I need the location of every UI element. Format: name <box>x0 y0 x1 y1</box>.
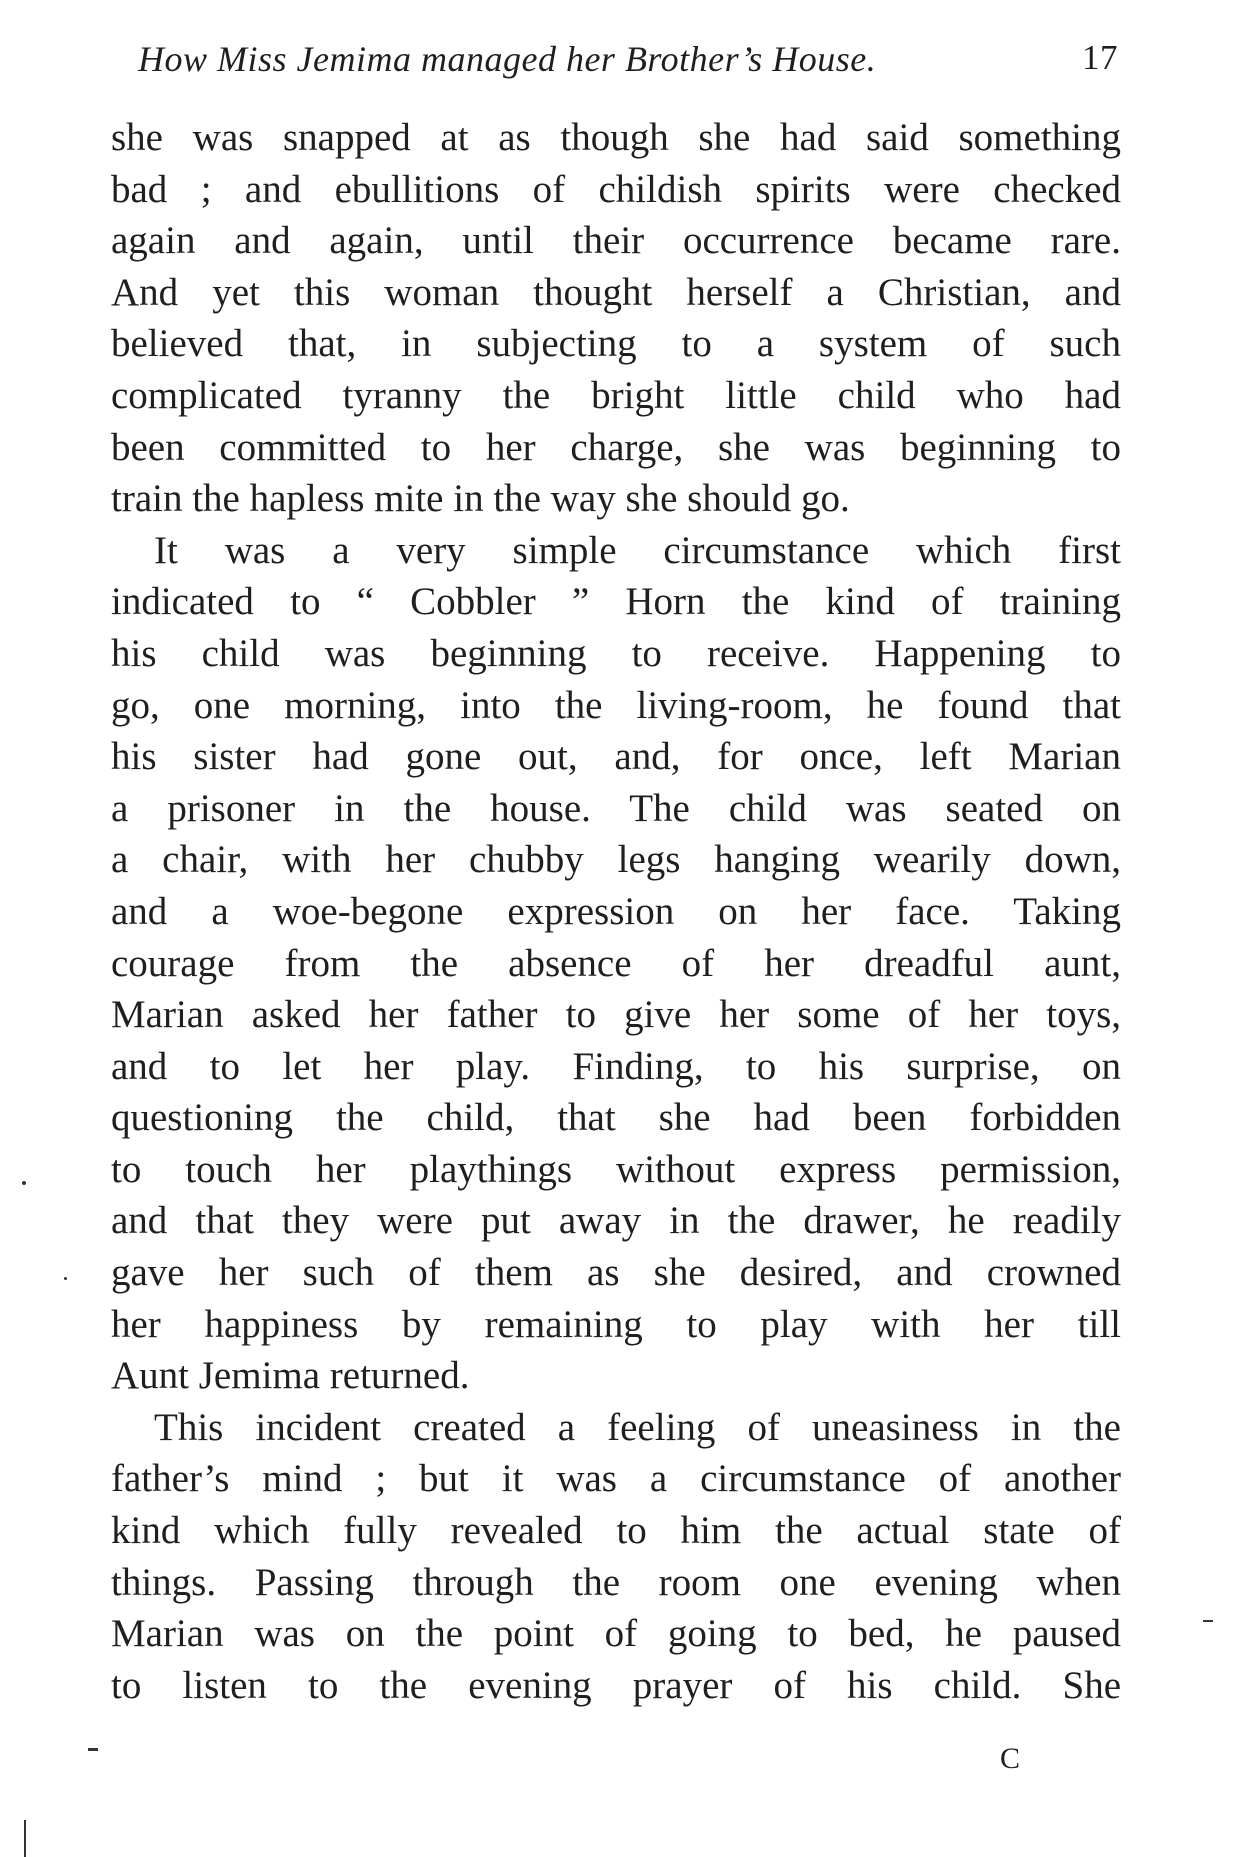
text-line: her happiness by remaining to play with her till <box>111 1302 1121 1346</box>
page-number: 17 <box>1082 38 1118 77</box>
text-line: train the hapless mite in the way she should go. <box>111 477 850 521</box>
text-line: courage from the absence of her dreadful aunt, <box>111 941 1121 985</box>
text-line: kind which fully revealed to him the actual state of <box>111 1509 1121 1553</box>
text-line: bad ; and ebullitions of childish spirits were checked <box>111 167 1121 211</box>
text-line: things. Passing through the room one evening when <box>111 1560 1121 1604</box>
signature-mark: C <box>1000 1742 1021 1775</box>
text-line: and to let her play. Finding, to his surprise, on <box>111 1044 1121 1088</box>
text-line: believed that, in subjecting to a system of such <box>111 322 1121 366</box>
text-line: gave her such of them as she desired, and crowned <box>111 1251 1121 1295</box>
text-line: And yet this woman thought herself a Christian, and <box>111 270 1121 314</box>
text-line: and that they were put away in the drawer, he readily <box>111 1199 1121 1243</box>
paragraph-first-line: This incident created a feeling of uneasiness in the <box>154 1405 1121 1449</box>
text-line: complicated tyranny the bright little child who had <box>111 373 1121 417</box>
paragraph-first-line: It was a very simple circumstance which first <box>154 528 1121 572</box>
scan-speck <box>1203 1620 1213 1622</box>
running-title: How Miss Jemima managed her Brother’s House. <box>138 39 877 79</box>
text-line: been committed to her charge, she was beginning to <box>111 425 1121 469</box>
running-head <box>138 30 1118 90</box>
text-line: Marian was on the point of going to bed, he paused <box>111 1612 1121 1656</box>
text-line: indicated to “ Cobbler ” Horn the kind of training <box>111 580 1121 624</box>
text-line: again and again, until their occurrence became rare. <box>111 219 1121 263</box>
body-text <box>111 112 1121 1711</box>
scan-speck <box>22 1181 26 1185</box>
scan-speck <box>64 1277 67 1280</box>
text-line: and a woe-begone expression on her face. Taking <box>111 889 1121 933</box>
text-line: his sister had gone out, and, for once, left Marian <box>111 735 1121 779</box>
text-line: she was snapped at as though she had said something <box>111 116 1121 159</box>
text-line: to touch her playthings without express permission, <box>111 1147 1121 1191</box>
scan-speck <box>88 1748 98 1751</box>
text-line: a chair, with her chubby legs hanging wearily down, <box>111 838 1121 882</box>
text-line: a prisoner in the house. The child was seated on <box>111 786 1121 830</box>
text-line: questioning the child, that she had been forbidden <box>111 1096 1121 1140</box>
text-line: Aunt Jemima returned. <box>111 1354 470 1398</box>
text-line: go, one morning, into the living-room, he found that <box>111 683 1121 727</box>
scan-edge-line <box>24 1820 26 1857</box>
text-line: to listen to the evening prayer of his child. She <box>111 1663 1121 1707</box>
text-line: his child was beginning to receive. Happening to <box>111 631 1121 675</box>
text-line: Marian asked her father to give her some of her toys, <box>111 993 1121 1037</box>
text-line: father’s mind ; but it was a circumstance of another <box>111 1457 1121 1501</box>
